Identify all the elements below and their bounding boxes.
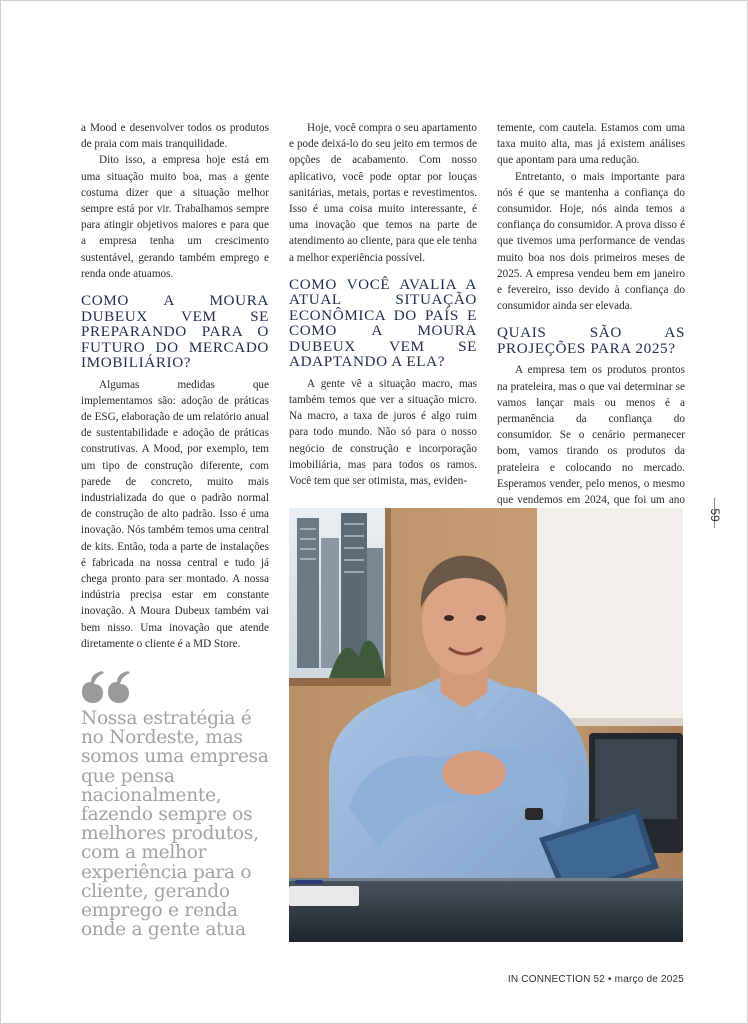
paragraph: Entretanto, o mais importante para nós é que se mantenha a confiança do consumidor. Hoje, nós ainda temos a confiança do consumidor. A prova disso é que tivemos uma performance de vendas muito boa nos dois primeiros meses de 2025. A empresa vendeu bem em janeiro e fevereiro, isso devido à confiança do consumidor ainda ser elevada. bbox=[497, 170, 685, 313]
paragraph: a Mood e desenvolver todos os produtos de praia com mais tranquilidade. bbox=[81, 122, 269, 151]
column-3 bbox=[497, 120, 685, 524]
section-heading: COMO A MOURA DUBEUX VEM SE PREPARANDO PARA O FUTURO DO MERCADO IMOBILIÁRIO? bbox=[81, 292, 269, 372]
column-2 bbox=[289, 120, 477, 489]
paragraph: A gente vê a situação macro, mas também temos que ver a situação micro. Na macro, a taxa de juros é algo ruim para todo mundo. Não só para o nosso negócio de construção e incorporação imobiliária, mas para todos os ramos. Você tem que ser otimista, mas, eviden- bbox=[289, 377, 477, 488]
column-1 bbox=[81, 120, 269, 652]
paragraph bbox=[497, 362, 685, 524]
page-number: 59 bbox=[708, 508, 722, 522]
portrait-photo bbox=[289, 508, 683, 942]
paragraph: Algumas medidas que implementamos são: adoção de práticas de ESG, elaboração de um relatório anual de sustentabilidade e adoção de práticas construtivas. A Mood, por exemplo, tem um tipo de construção diferente, com parede de concreto, muito mais industrializada do que o padrão normal de construção de alto padrão. Isso é uma inovação. Nós também temos uma central de kits. Então, toda a parte de instalações é fabricada na nossa central e tudo já chega pronto para ser montado. A nossa indústria precisa estar em constante inovação. A Moura Dubeux também vai bem nisso. Uma inovação que atende diretamente o cliente é a MD Store. bbox=[81, 378, 269, 650]
executive-portrait-image bbox=[289, 508, 683, 942]
paragraph: Hoje, você compra o seu apartamento e pode deixá-lo do seu jeito em termos de opções de acabamento. Com nosso aplicativo, você pode optar por louças sanitárias, metais, portas e revestimentos. Isso é uma coisa muito interessante, é uma inovação que temos na parte de atendimento ao cliente, para que ele tenha a melhor experiência possível. bbox=[289, 122, 477, 264]
paragraph: temente, com cautela. Estamos com uma taxa muito alta, mas já existem análises que apontam para uma redução. bbox=[497, 122, 685, 167]
paragraph: Dito isso, a empresa hoje está em uma situação muito boa, mas a gente costuma dizer que a situação melhor sempre está por vir. Trabalhamos sempre para atingir objetivos maiores e para que a empresa tenha um crescimento sustentável, gerando também emprego e renda onde atuamos. bbox=[81, 154, 269, 280]
paragraph-text: A empresa tem os produtos prontos na prateleira, mas o que vai determinar se vamos lançar mais ou menos é a permanência da confiança do consumidor. Se o cenário permanecer bom, vamos tirando os produtos da prateleira e colocando no mercado. Esperamos vender, pelo menos, o mesmo que vendemos em 2024, que foi um ano bbox=[497, 364, 685, 507]
section-heading: COMO VOCÊ AVALIA A ATUAL SITUAÇÃO ECONÔMICA DO PAÍS E COMO A MOURA DUBEUX VEM SE ADAPTANDO A ELA? bbox=[289, 275, 477, 371]
pull-quote: Nossa estratégia é no Nordeste, mas somos uma empresa que pensa nacionalmente, fazendo sempre os melhores produtos, com a melhor experiência para o cliente, gerando emprego e renda onde a gente atua bbox=[81, 708, 269, 941]
quote-mark-icon bbox=[80, 670, 136, 710]
footer-credit: IN CONNECTION 52 • março de 2025 bbox=[507, 974, 684, 985]
section-heading: QUAIS SÃO AS PROJEÇÕES PARA 2025? bbox=[497, 324, 685, 357]
